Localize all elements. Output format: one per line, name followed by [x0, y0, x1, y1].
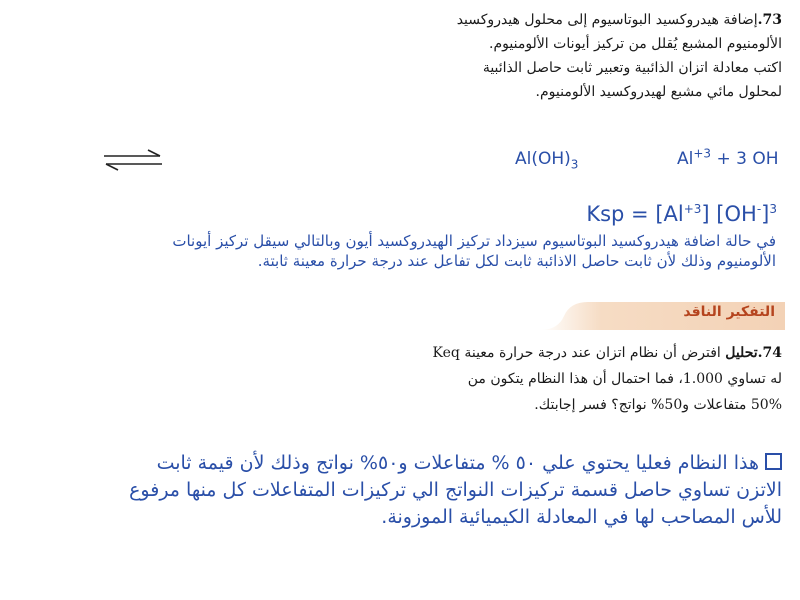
question-73-line: اكتب معادلة اتزان الذائبية وتعبير ثابت حاصل الذائبية [482, 60, 782, 76]
equilibrium-arrow-icon [100, 147, 166, 173]
question-74-number: 74. [757, 345, 782, 361]
equilibrium-equation [100, 147, 790, 177]
question-73 [342, 8, 782, 104]
answer-74-line: للأس المصاحب لها في المعادلة الكيميائية الموزونة. [381, 506, 782, 528]
question-73-line: 73.إضافة هيدروكسيد البوتاسيوم إلى محلول هيدروكسيد [456, 12, 782, 28]
question-73-line: لمحلول مائي مشبع لهيدروكسيد الألومنيوم. [535, 84, 782, 100]
answer-73-line: في حالة اضافة هيدروكسيد البوتاسيوم سيزداد تركيز الهيدروكسيد أيون وبالتالي سيقل تركيز أيونات [172, 232, 776, 250]
question-74-line: له تساوي 1.000، فما احتمال أن هذا النظام يتكون من [467, 371, 782, 387]
question-73-number: 73. [757, 12, 782, 28]
question-74 [402, 340, 782, 418]
answer-74 [40, 450, 782, 531]
ksp-expression: Ksp = $[Al^{+3}]$ $[OH^-]^3$ [586, 202, 777, 226]
checkbox-icon [765, 453, 782, 470]
equation-reactant: $Al(OH)_3$ [515, 149, 579, 172]
question-74-line: 50% متفاعلات و50% نواتج؟ فسر إجابتك. [534, 397, 782, 413]
critical-thinking-title: التفكير الناقد [683, 304, 775, 320]
answer-73-line: الألومنيوم وذلك لأن ثابت حاصل الاذائبة ثابت لكل تفاعل عند درجة حرارة معينة ثابتة. [257, 252, 776, 270]
answer-74-line: هذا النظام فعليا يحتوي علي ٥٠ % متفاعلات و٥٠% نواتج وذلك لأن قيمة ثابت [40, 450, 782, 477]
question-73-line: الألومنيوم المشبع يُقلل من تركيز أيونات الألومنيوم. [489, 36, 782, 52]
answer-74-line: الاتزن تساوي حاصل قسمة تركيزات النواتج الي تركيزات المتفاعلات كل منها مرفوع [129, 479, 782, 501]
question-74-line: 74.تحليل افترض أن نظام اتزان عند درجة حرارة معينة Keq [432, 345, 782, 361]
question-74-keyword: تحليل [725, 345, 758, 361]
critical-thinking-header [540, 296, 785, 332]
answer-73 [31, 231, 776, 271]
equation-products: $Al^{+3} + 3$ OH [677, 146, 779, 169]
